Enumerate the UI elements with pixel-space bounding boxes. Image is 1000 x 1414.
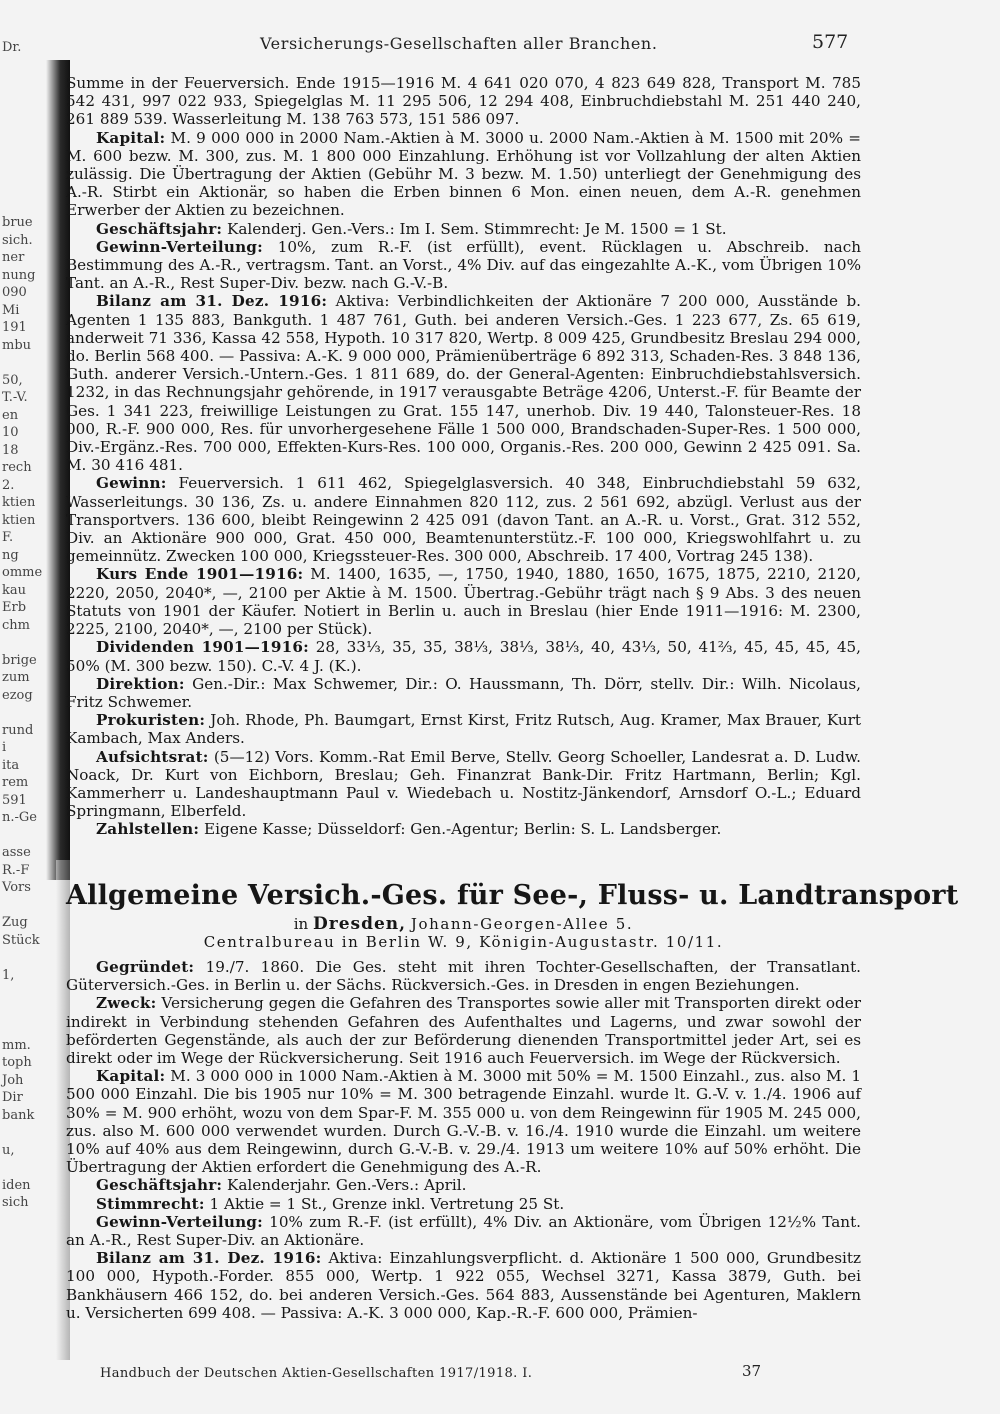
paragraph-text: Kalenderj. Gen.-Vers.: Im I. Sem. Stimmrecht: Je M. 1500 = 1 St. <box>227 219 727 238</box>
paragraph-label: Zahlstellen: <box>96 820 200 839</box>
paragraph-text: 10%, zum R.-F. (ist erfüllt), event. Rücklagen u. Abschreib. nach Bestimmung des A.-R., vertragsm. Tant. an Vorst., 4% Div. auf das eingezahlte A.-K., vom Übrigen 10% Tant. an A.-R., Rest Super-Div. bezw. nach G.-V.-B. <box>66 237 861 293</box>
paragraph-text: M. 1400, 1635, —, 1750, 1940, 1880, 1650, 1675, 1875, 2210, 2120, 2220, 2050, 2040*, —, 2100 per Aktie à M. 1500. Übertrag.-Gebühr trägt nach § 9 Abs. 3 des neuen Statuts von 1901 der Käufer. Notiert in Berlin u. auch in Breslau (hier Ende 1911—1916: M. 2300, 2225, 2100, 2040*, —, 2100 per Stück). <box>66 565 861 639</box>
previous-page-fragment: 591 <box>2 792 27 808</box>
paragraph-text: Summe in der Feuerversich. Ende 1915—1916 M. 4 641 020 070, 4 823 649 828, Transport M. 785 542 431, 997 022 933, Spiegelglas M. 11 295 506, 12 294 408, Einbruchdiebstahl M. 251 440 240, 261 889 539. Wasserleitung M. 138 763 573, 151 586 097. <box>66 74 861 129</box>
paragraph-text: Joh. Rhode, Ph. Baumgart, Ernst Kirst, Fritz Rutsch, Aug. Kramer, Max Brauer, Kurt Kambach, Max Anders. <box>66 711 862 748</box>
paragraph-label: Gegründet: <box>96 958 195 976</box>
paragraph-text: M. 9 000 000 in 2000 Nam.-Aktien à M. 3000 u. 2000 Nam.-Aktien à M. 1500 mit 20% = M. 600 bezw. M. 300, zus. M. 1 800 000 Einzahlung. Erhöhung ist vor Vollzahlung der alten Aktien zulässig. Die Übertragung der Aktien (Gebühr M. 3 bezw. M. 1.50) unterliegt der Genehmigung des A.-R. Stirbt ein Aktionär, so haben die Erben binnen 6 Mon. einen neuen, dem A.-R. genehmen Erwerber der Aktien zu bezeichnen. <box>66 128 861 220</box>
paragraph-label: Prokuristen: <box>96 711 206 730</box>
paragraph-label: Dividenden 1901—1916: <box>96 638 309 657</box>
entry-paragraph <box>66 220 861 238</box>
previous-page-fragment: iden <box>2 1177 31 1193</box>
paragraph-label: Bilanz am 31. Dez. 1916: <box>96 292 328 311</box>
previous-page-fragment: ng <box>2 547 19 563</box>
previous-page-fragment: Mi <box>2 302 20 318</box>
company-address <box>66 915 861 951</box>
paragraph-label: Bilanz am 31. Dez. 1916: <box>96 1249 322 1268</box>
entry-paragraph <box>66 820 861 838</box>
previous-page-fragment: sich. <box>2 232 33 248</box>
entry-paragraph <box>66 1195 861 1213</box>
previous-page-fragment: rech <box>2 460 32 475</box>
previous-page-fragment: ezog <box>2 687 33 703</box>
entry-paragraph <box>66 565 861 638</box>
previous-page-fragment: kau <box>2 582 27 598</box>
paragraph-label: Kurs Ende 1901—1916: <box>96 565 304 584</box>
previous-page-fragment: 2. <box>2 477 15 493</box>
previous-page-fragment: 191 <box>2 320 27 335</box>
previous-page-fragment: brue <box>2 215 33 230</box>
paragraph-label: Aufsichtsrat: <box>96 747 209 766</box>
paragraph-text: (5—12) Vors. Komm.-Rat Emil Berve, Stellv. Georg Schoeller, Landesrat a. D. Ludw. Noack, Dr. Kurt von Eichborn, Breslau; Geh. Finanzrat Bank-Dir. Fritz Hartmann, Berlin; Kgl. Kammerherr u. Landeshauptmann Paul v. Wiedebach u. Nostitz-Jänkendorf, Arnsdorf O.-L.; Eduard Springmann, Elberfeld. <box>66 747 861 821</box>
footer-sheet-number: 37 <box>742 1362 762 1380</box>
previous-page-fragment: chm <box>2 617 30 633</box>
previous-page-fragment: n.-Ge <box>2 810 37 825</box>
previous-page-fragment: 18 <box>2 442 19 458</box>
entry-paragraph <box>66 675 861 711</box>
entry-paragraph <box>66 292 861 474</box>
entry-paragraph <box>66 474 861 565</box>
paragraph-label: Gewinn-Verteilung: <box>96 237 263 256</box>
previous-page-fragment: mm. <box>2 1037 31 1053</box>
previous-page-fragment: bank <box>2 1107 35 1123</box>
paragraph-label: Geschäftsjahr: <box>96 219 223 238</box>
entry-paragraph <box>66 129 861 220</box>
previous-page-fragment: omme <box>2 565 43 580</box>
company-street: Johann-Georgen-Allee 5. <box>410 915 634 933</box>
entry-paragraph <box>66 1249 861 1322</box>
previous-page-fragment: sich <box>2 1195 29 1210</box>
previous-page-fragment: ita <box>2 757 20 773</box>
previous-page-fragment: brige <box>2 652 37 668</box>
paragraph-label: Direktion: <box>96 674 185 693</box>
paragraph-text: Eigene Kasse; Düsseldorf: Gen.-Agentur; Berlin: S. L. Landsberger. <box>204 820 722 839</box>
paragraph-text: 1 Aktie = 1 St., Grenze inkl. Vertretung 25 St. <box>209 1194 565 1213</box>
paragraph-text: 28, 33⅓, 35, 35, 38⅓, 38⅓, 38⅓, 40, 43⅓, 50, 41⅔, 45, 45, 45, 45, 50% (M. 300 bezw. 150). C.-V. 4 J. (K.). <box>66 638 861 675</box>
previous-page-fragment: T.-V. <box>2 390 28 405</box>
paragraph-label: Gewinn-Verteilung: <box>96 1212 263 1231</box>
paragraph-label: Gewinn: <box>96 474 167 493</box>
paragraph-text: Aktiva: Verbindlichkeiten der Aktionäre 7 200 000, Ausstände b. Agenten 1 135 883, Bankguth. 1 487 761, Guth. bei anderen Versich.-Ges. 1 223 677, Zs. 65 619, anderweit 71 336, Kassa 42 558, Hypoth. 10 317 820, Wertp. 8 009 425, Grundbesitz Breslau 294 000, do. Berlin 568 400. — Passiva: A.-K. 9 000 000, Prämienüberträge 6 892 313, Schaden-Res. 3 848 136, Guth. anderer Versich.-Untern.-Ges. 1 811 689, do. der General-Agenten: Einbruchdiebstahlsversich. 1232, in das Rechnungsjahr gehörende, in 1917 verausgabte Beträge 4206, Unterst.-F. für Beamte der Ges. 1 341 223, freiwillige Leistungen zu Grat. 155 147, unerhob. Div. 19 440, Talonsteuer-Res. 18 000, R.-F. 900 000, Res. für unvorhergesehene Fälle 1 500 000, Brandschaden-Super-Res. 1 500 000, Div.-Ergänz.-Res. 700 000, Effekten-Kurs-Res. 100 000, Organis.-Res. 200 000, Gewinn 2 425 091. Sa. M. 30 416 481. <box>66 292 861 475</box>
previous-page-fragment: 50, <box>2 372 23 388</box>
paragraph-text: 10% zum R.-F. (ist erfüllt), 4% Div. an Aktionäre, vom Übrigen 12½% Tant. an A.-R., Rest Super-Div. an Aktionäre. <box>66 1212 861 1250</box>
entry-paragraph <box>66 958 861 994</box>
previous-page-fragment: ktien <box>2 512 36 528</box>
previous-page-fragment: rem <box>2 775 29 790</box>
company-bureau: Centralbureau in Berlin W. 9, Königin-Augustastr. 10/11. <box>203 933 724 951</box>
previous-page-fragment: R.-F <box>2 862 30 878</box>
paragraph-text: Aktiva: Einzahlungsverpflicht. d. Aktionäre 1 500 000, Grundbesitz 100 000, Hypoth.-Forder. 855 000, Wertp. 1 922 055, Wechsel 3271, Kassa 3879, Guth. bei Bankhäusern 466 152, do. bei anderen Versich.-Ges. 564 883, Aussenstände bei Agenturen, Maklern u. Versicherten 699 408. — Passiva: A.-K. 3 000 000, Kap.-R.-F. 600 000, Prämien- <box>66 1249 862 1322</box>
paragraph-text: Gen.-Dir.: Max Schwemer, Dir.: O. Haussmann, Th. Dörr, stellv. Dir.: Wilh. Nicolaus, Fritz Schwemer. <box>66 674 862 711</box>
paragraph-label: Stimmrecht: <box>96 1194 205 1213</box>
paragraph-label: Kapital: <box>96 128 166 147</box>
previous-page-fragment: Dr. <box>2 40 22 55</box>
previous-page-fragment: ktien <box>2 495 36 510</box>
running-header: Versicherungs-Gesellschaften aller Branchen. <box>260 34 658 53</box>
previous-page-fragment: Stück <box>2 932 40 948</box>
entry-section-2 <box>66 958 861 1322</box>
entry-paragraph <box>66 238 861 293</box>
previous-page-fragment: asse <box>2 845 31 860</box>
entry-paragraph <box>66 748 861 821</box>
previous-page-fragment: en <box>2 407 19 423</box>
previous-page-fragment: F. <box>2 530 14 545</box>
entry-paragraph <box>66 711 861 747</box>
location-prefix: in <box>293 915 309 933</box>
previous-page-fragment: 090 <box>2 285 27 300</box>
previous-page-fragment: toph <box>2 1055 32 1070</box>
previous-page-fragment: nung <box>2 267 36 283</box>
previous-page-fragment: u, <box>2 1142 15 1158</box>
entry-paragraph <box>66 1176 861 1194</box>
footer-book-title: Handbuch der Deutschen Aktien-Gesellschaften 1917/1918. I. <box>100 1366 533 1381</box>
previous-page-fragment: Joh <box>2 1072 24 1088</box>
previous-page-fragment: rund <box>2 722 34 738</box>
entry-paragraph <box>66 638 861 674</box>
paragraph-label: Geschäftsjahr: <box>96 1176 223 1195</box>
previous-page-fragment: Zug <box>2 915 28 930</box>
entry-paragraph <box>66 74 861 129</box>
previous-page-fragment: 1, <box>2 967 15 983</box>
entry-paragraph <box>66 994 861 1067</box>
company-title: Allgemeine Versich.-Ges. für See-, Fluss- u. Landtransport <box>66 880 959 911</box>
entry-paragraph <box>66 1213 861 1249</box>
paragraph-text: 19./7. 1860. Die Ges. steht mit ihren Tochter-Gesellschaften, der Transatlant. Güterversich.-Ges. in Berlin u. der Sächs. Rückversich.-Ges. in Dresden in engen Beziehungen. <box>66 958 861 995</box>
entry-section-1 <box>66 74 861 839</box>
previous-page-fragment: Vors <box>2 880 31 895</box>
previous-page-fragment: ner <box>2 250 25 265</box>
paragraph-text: Feuerversich. 1 611 462, Spiegelglasversich. 40 348, Einbruchdiebstahl 59 632, Wasserleitungs. 30 136, Zs. u. andere Einnahmen 820 112, zus. 2 561 692, abzügl. Verlust aus der Transportvers. 136 600, bleibt Reingewinn 2 425 091 (davon Tant. an A.-R. u. Vorst., Grat. 312 552, Div. an Aktionäre 900 000, Grat. 450 000, Beamtenunterstütz.-F. 100 000, Kriegswohlfahrt u. zu gemeinnütz. Zwecken 100 000, Kriegssteuer-Res. 300 000, Abschreib. 17 400, Vortrag 245 138). <box>66 474 862 566</box>
previous-page-fragment: Dir <box>2 1090 23 1105</box>
company-city: Dresden, <box>313 914 407 934</box>
paragraph-text: M. 3 000 000 in 1000 Nam.-Aktien à M. 3000 mit 50% = M. 1500 Einzahl., zus. also M. 1 500 000 Einzahl. Die bis 1905 nur 10% = M. 300 betragende Einzahl. wurde lt. G.-V. v. 1./4. 1906 auf 30% = M. 900 erhöht, wozu von dem Spar-F. M. 355 000 u. von dem Reingewinn für 1905 M. 245 000, zus. also M. 600 000 verwendet wurden. Durch G.-V.-B. v. 16./4. 1910 wurde die Einzahl. um weitere 10% auf 40% aus dem Reingewinn, durch G.-V.-B. v. 29./4. 1913 um weitere 10% auf 50% erhöht. Die Übertragung der Aktien erfordert die Genehmigung des A.-R. <box>66 1067 862 1177</box>
paragraph-label: Zweck: <box>96 994 157 1013</box>
paragraph-text: Versicherung gegen die Gefahren des Transportes sowie aller mit Transporten direkt oder indirekt in Verbindung stehenden Gefahren des Aufenthaltes und Lagerns, und zwar sowohl der beförderten Gegenstände, als auch der zur Beförderung dienenden Transportmittel jeder Art, sei es direkt oder im Wege der Rückversicherung. Seit 1916 auch Feuerversich. im Wege der Rückversich. <box>66 994 862 1068</box>
page-number: 577 <box>812 31 849 53</box>
entry-paragraph <box>66 1067 861 1176</box>
previous-page-fragment: zum <box>2 670 30 685</box>
paragraph-label: Kapital: <box>96 1067 166 1086</box>
previous-page-fragment: 10 <box>2 425 19 440</box>
previous-page-fragment: i <box>2 740 7 755</box>
paragraph-text: Kalenderjahr. Gen.-Vers.: April. <box>227 1176 467 1195</box>
previous-page-fragment: Erb <box>2 600 27 615</box>
previous-page-fragment: mbu <box>2 337 32 353</box>
